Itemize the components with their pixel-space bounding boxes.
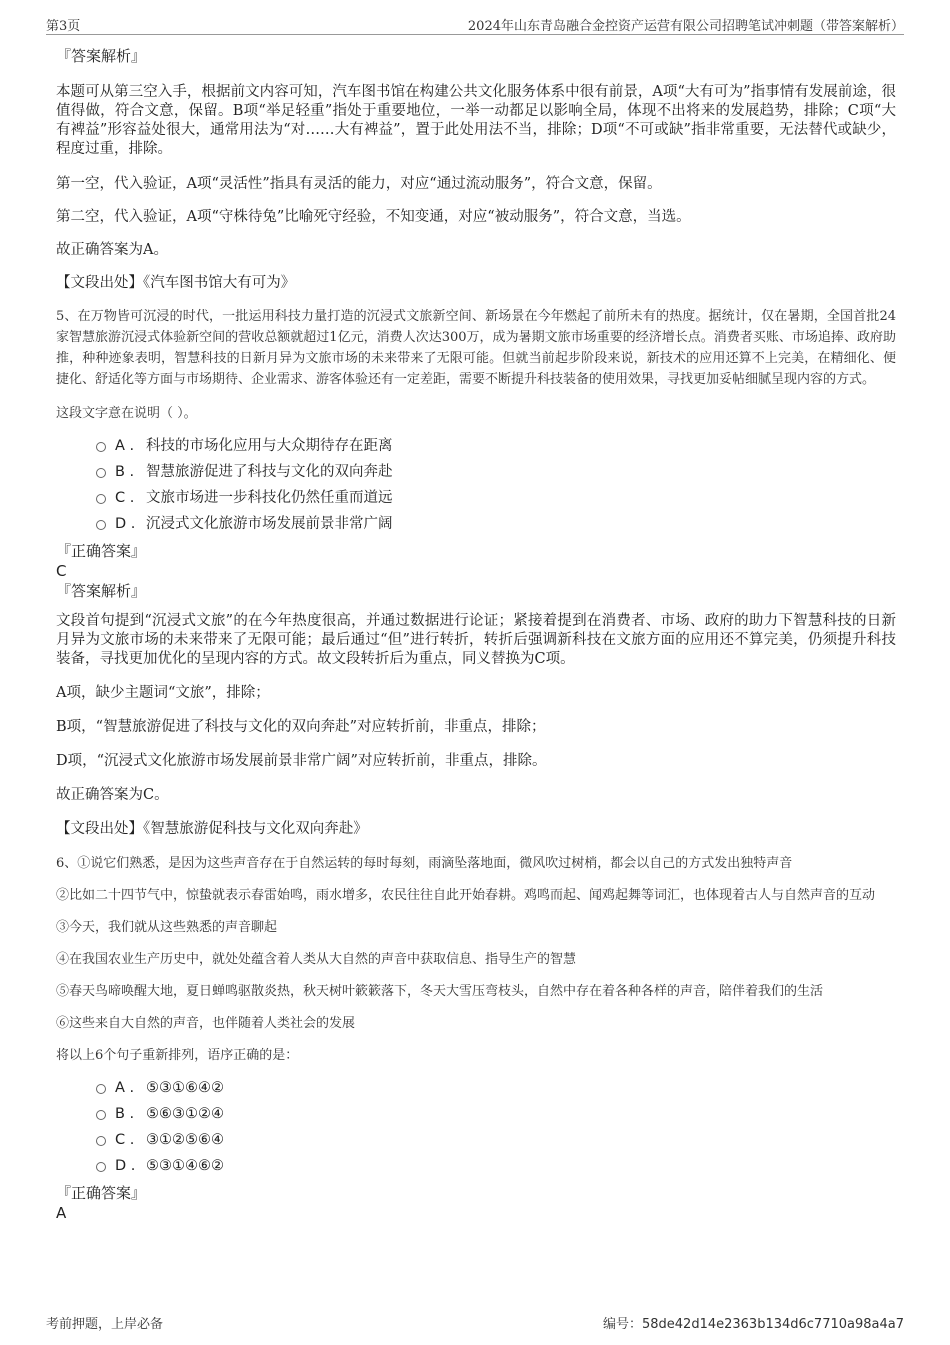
q5-option-c[interactable]: C . 文旅市场进一步科技化仍然任重而道远 bbox=[96, 485, 896, 511]
q5-analysis-paragraph: D项，“沉浸式文化旅游市场发展前景非常广阔”对应转折前，非重点，排除。 bbox=[56, 753, 547, 769]
q5-question: 这段文字意在说明（ ）。 bbox=[56, 406, 197, 421]
q6-sentence: ②比如二十四节气中，惊蛰就表示春雷始鸣，雨水增多，农民往往自此开始春耕。鸡鸣而起、闻鸡起舞等词汇，也体现着古人与自然声音的互动 bbox=[56, 888, 876, 903]
q6-option-b[interactable]: B . ⑤⑥③①②④ bbox=[96, 1101, 896, 1127]
document-title: 2024年山东青岛融合金控资产运营有限公司招聘笔试冲刺题（带答案解析） bbox=[467, 19, 904, 34]
radio-icon[interactable] bbox=[96, 442, 106, 452]
radio-icon[interactable] bbox=[96, 494, 106, 504]
q5-source: 【文段出处】《智慧旅游促科技与文化双向奔赴》 bbox=[56, 821, 368, 837]
page-header bbox=[46, 14, 904, 35]
q6-option-d[interactable]: D . ⑤③①④⑥② bbox=[96, 1153, 896, 1179]
q5-analysis-paragraph: B项，“智慧旅游促进了科技与文化的双向奔赴”对应转折前，非重点，排除； bbox=[56, 719, 546, 735]
radio-icon[interactable] bbox=[96, 468, 106, 478]
q5-option-b[interactable]: B . 智慧旅游促进了科技与文化的双向奔赴 bbox=[96, 459, 896, 485]
code-value: 58de42d14e2363b134d6c7710a98a4a7 bbox=[641, 1317, 904, 1332]
q5-option-a[interactable]: A . 科技的市场化应用与大众期待存在距离 bbox=[96, 433, 896, 459]
q5-conclusion: 故正确答案为C。 bbox=[56, 787, 169, 803]
q6-sentence: ⑤春天鸟啼唤醒大地，夏日蝉鸣驱散炎热，秋天树叶簌簌落下，冬天大雪压弯枝头，自然中存在着各种各样的声音，陪伴着我们的生活 bbox=[56, 984, 824, 999]
q6-sentence: 6、①说它们熟悉，是因为这些声音存在于自然运转的每时每刻，雨滴坠落地面，微风吹过树梢，都会以自己的方式发出独特声音 bbox=[56, 856, 793, 871]
q4-analysis-paragraph: 第二空，代入验证，A项“守株待兔”比喻死守经验，不知变通，对应“被动服务”，符合文意，当选。 bbox=[56, 209, 691, 225]
q6-answer: A bbox=[56, 1204, 67, 1222]
q4-analysis-paragraph: 本题可从第三空入手，根据前文内容可知，汽车图书馆在构建公共文化服务体系中很有前景，A项“大有可为”指事情有发展前途，很值得做，符合文意，保留。B项“举足轻重”指处于重要地位，一举一动都足以影响全局，体现不出将来的发展趋势，排除；C项“大有裨益”形容益处很大，通常用法为“对……大有裨益”，置于此处用法不当，排除；D项“不可或缺”指非常重要，无法替代或缺少，程度过重，排除。 bbox=[56, 84, 896, 157]
footer-slogan: 考前押题，上岸必备 bbox=[46, 1317, 164, 1332]
q5-analysis-label: 『答案解析』 bbox=[56, 582, 147, 600]
radio-icon[interactable] bbox=[96, 1162, 106, 1172]
q5-option-d[interactable]: D . 沉浸式文化旅游市场发展前景非常广阔 bbox=[96, 511, 896, 537]
radio-icon[interactable] bbox=[96, 1084, 106, 1094]
q4-analysis-paragraph: 第一空，代入验证，A项“灵活性”指具有灵活的能力，对应“通过流动服务”，符合文意，保留。 bbox=[56, 176, 662, 192]
q5-analysis-paragraph: A项，缺少主题词“文旅”，排除； bbox=[56, 685, 270, 701]
q5-stem: 5、在万物皆可沉浸的时代，一批运用科技力量打造的沉浸式文旅新空间、新场景在今年燃起了前所未有的热度。据统计，仅在暑期，全国首批24家智慧旅游沉浸式体验新空间的营收总额就超过1亿元，消费人次达300万，成为暑期文旅市场重要的经济增长点。消费者买账、市场追捧、政府助推，种种迹象表明，智慧科技的日新月异为文旅市场的未来带来了无限可能。但就当前起步阶段来说，新技术的应用还算不上完美，在精细化、便捷化、舒适化等方面与市场期待、企业需求、游客体验还有一定差距，需要不断提升科技装备的使用效果，寻找更加妥帖细腻呈现内容的方式。 bbox=[56, 309, 896, 387]
q6-option-a[interactable]: A . ⑤③①⑥④② bbox=[96, 1075, 896, 1101]
q6-sentence: ④在我国农业生产历史中，就处处蕴含着人类从大自然的声音中获取信息、指导生产的智慧 bbox=[56, 952, 577, 967]
q5-analysis-paragraph: 文段首句提到“沉浸式文旅”的在今年热度很高，并通过数据进行论证；紧接着提到在消费者、市场、政府的助力下智慧科技的日新月异为文旅市场的未来带来了无限可能；最后通过“但”进行转折，转折后强调新科技在文旅方面的应用还不算完美，仍须提升科技装备，寻找更加优化的呈现内容的方式。故文段转折后为重点，同义替换为C项。 bbox=[56, 613, 896, 667]
q6-option-c[interactable]: C . ③①②⑤⑥④ bbox=[96, 1127, 896, 1153]
q5-answer: C bbox=[56, 562, 67, 580]
page-content bbox=[56, 44, 896, 1223]
q6-sentence: ⑥这些来自大自然的声音，也伴随着人类社会的发展 bbox=[56, 1016, 356, 1031]
q4-source: 【文段出处】《汽车图书馆大有可为》 bbox=[56, 275, 296, 291]
q6-options bbox=[96, 1075, 896, 1179]
q4-conclusion: 故正确答案为A。 bbox=[56, 242, 168, 258]
radio-icon[interactable] bbox=[96, 520, 106, 530]
q4-analysis-label: 『答案解析』 bbox=[56, 47, 147, 65]
q5-options bbox=[96, 433, 896, 537]
q6-sentence: ③今天，我们就从这些熟悉的声音聊起 bbox=[56, 920, 278, 935]
radio-icon[interactable] bbox=[96, 1136, 106, 1146]
code-label: 编号： bbox=[602, 1317, 642, 1332]
radio-icon[interactable] bbox=[96, 1110, 106, 1120]
q5-answer-label: 『正确答案』 bbox=[56, 542, 147, 560]
document-code bbox=[603, 1313, 904, 1332]
q6-answer-label: 『正确答案』 bbox=[56, 1184, 147, 1202]
q6-question: 将以上6个句子重新排列，语序正确的是： bbox=[56, 1048, 299, 1063]
page-number: 第3页 bbox=[46, 19, 81, 34]
